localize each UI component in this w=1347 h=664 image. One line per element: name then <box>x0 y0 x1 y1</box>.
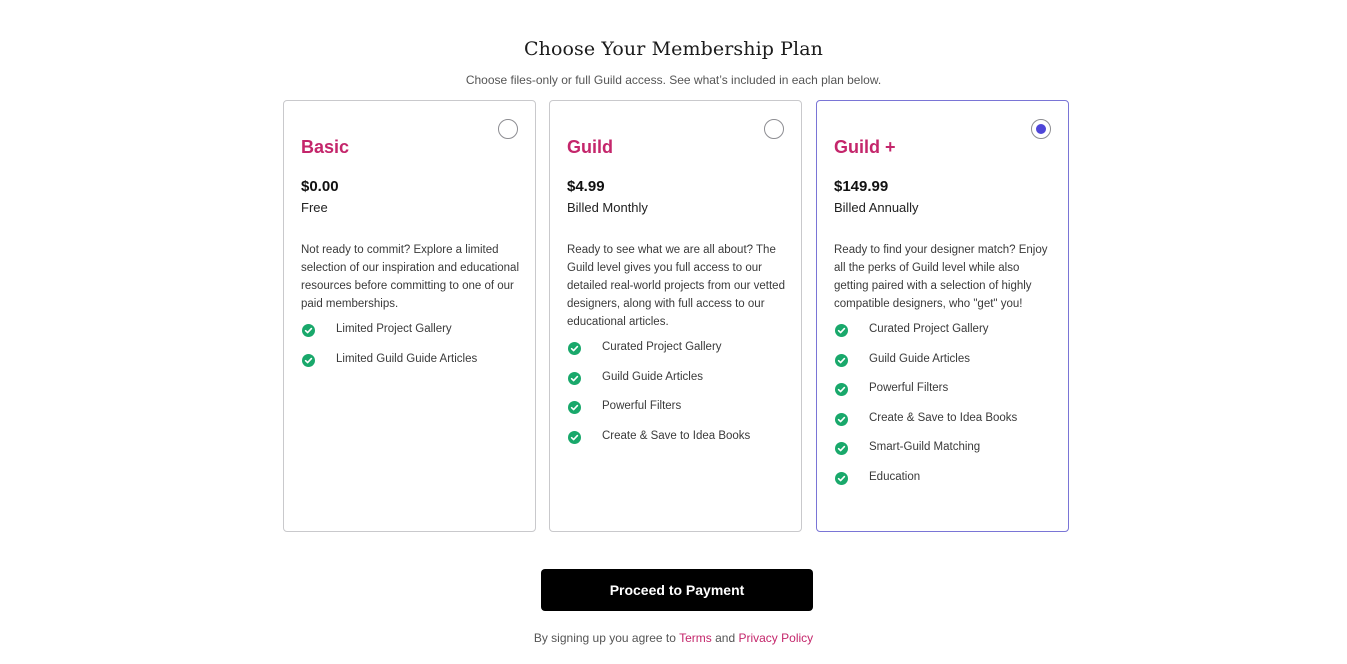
plan-card-basic[interactable] <box>283 100 536 532</box>
feature-item <box>835 354 1057 384</box>
plan-price: $149.99 <box>834 178 889 195</box>
feature-label: Powerful Filters <box>602 400 682 413</box>
privacy-policy-link[interactable]: Privacy Policy <box>738 631 814 645</box>
check-circle-icon <box>835 442 848 455</box>
feature-label: Smart-Guild Matching <box>869 441 981 454</box>
check-circle-icon <box>835 354 848 367</box>
plan-card-guild-plus[interactable] <box>816 100 1069 532</box>
feature-list <box>568 342 790 460</box>
plan-name: Guild <box>567 137 613 157</box>
feature-item <box>835 442 1057 472</box>
check-circle-icon <box>302 354 315 367</box>
feature-label: Create & Save to Idea Books <box>602 429 751 442</box>
page-subtitle: Choose files-only or full Guild access. See what’s included in each plan below. <box>465 73 882 87</box>
agreement-and: and <box>715 631 736 645</box>
feature-item <box>302 354 524 384</box>
page-title: Choose Your Membership Plan <box>524 38 823 60</box>
proceed-to-payment-button[interactable]: Proceed to Payment <box>541 569 813 611</box>
check-circle-icon <box>302 324 315 337</box>
feature-item <box>568 342 790 372</box>
plan-description: Not ready to commit? Explore a limited selection of our inspiration and educational resources before committing to one of our paid memberships. <box>301 244 520 310</box>
agreement-prefix: By signing up you agree to <box>533 631 676 645</box>
plan-billing: Billed Monthly <box>567 200 648 215</box>
feature-label: Powerful Filters <box>869 382 949 395</box>
plan-radio-guild[interactable] <box>764 119 784 139</box>
feature-list <box>302 324 524 383</box>
plan-name: Guild + <box>834 137 896 157</box>
feature-label: Limited Guild Guide Articles <box>336 352 478 365</box>
check-circle-icon <box>835 324 848 337</box>
check-circle-icon <box>568 431 581 444</box>
feature-item <box>568 372 790 402</box>
check-circle-icon <box>568 342 581 355</box>
feature-label: Education <box>869 470 921 483</box>
plan-billing: Free <box>301 200 328 215</box>
feature-label: Guild Guide Articles <box>869 352 970 365</box>
feature-list <box>835 324 1057 502</box>
plan-radio-guild-plus[interactable] <box>1031 119 1051 139</box>
plan-card-guild[interactable] <box>549 100 802 532</box>
plan-billing: Billed Annually <box>834 200 919 215</box>
radio-dot-icon <box>1036 124 1046 134</box>
feature-item <box>302 324 524 354</box>
feature-label: Create & Save to Idea Books <box>869 411 1018 424</box>
plan-name: Basic <box>301 137 350 157</box>
feature-label: Guild Guide Articles <box>602 370 703 383</box>
agreement-text <box>0 631 1347 645</box>
plan-radio-basic[interactable] <box>498 119 518 139</box>
feature-item <box>835 472 1057 502</box>
feature-item <box>568 401 790 431</box>
terms-link[interactable]: Terms <box>679 631 712 645</box>
check-circle-icon <box>835 472 848 485</box>
plan-description: Ready to find your designer match? Enjoy all the perks of Guild level while also getting paired with a selection of highly compatible designers, who "get" you! <box>834 244 1048 310</box>
feature-item <box>568 431 790 461</box>
check-circle-icon <box>568 372 581 385</box>
feature-label: Curated Project Gallery <box>869 323 989 335</box>
feature-label: Limited Project Gallery <box>336 323 452 335</box>
feature-label: Curated Project Gallery <box>602 341 722 353</box>
check-circle-icon <box>568 401 581 414</box>
feature-item <box>835 413 1057 443</box>
check-circle-icon <box>835 413 848 426</box>
plan-options <box>283 100 1071 534</box>
feature-item <box>835 324 1057 354</box>
feature-item <box>835 383 1057 413</box>
plan-description: Ready to see what we are all about? The Guild level gives you full access to our detailed real-world projects from our vetted designers, along with full access to our educational articles. <box>567 244 785 328</box>
plan-price: $4.99 <box>567 178 605 195</box>
check-circle-icon <box>835 383 848 396</box>
plan-price: $0.00 <box>301 178 339 195</box>
